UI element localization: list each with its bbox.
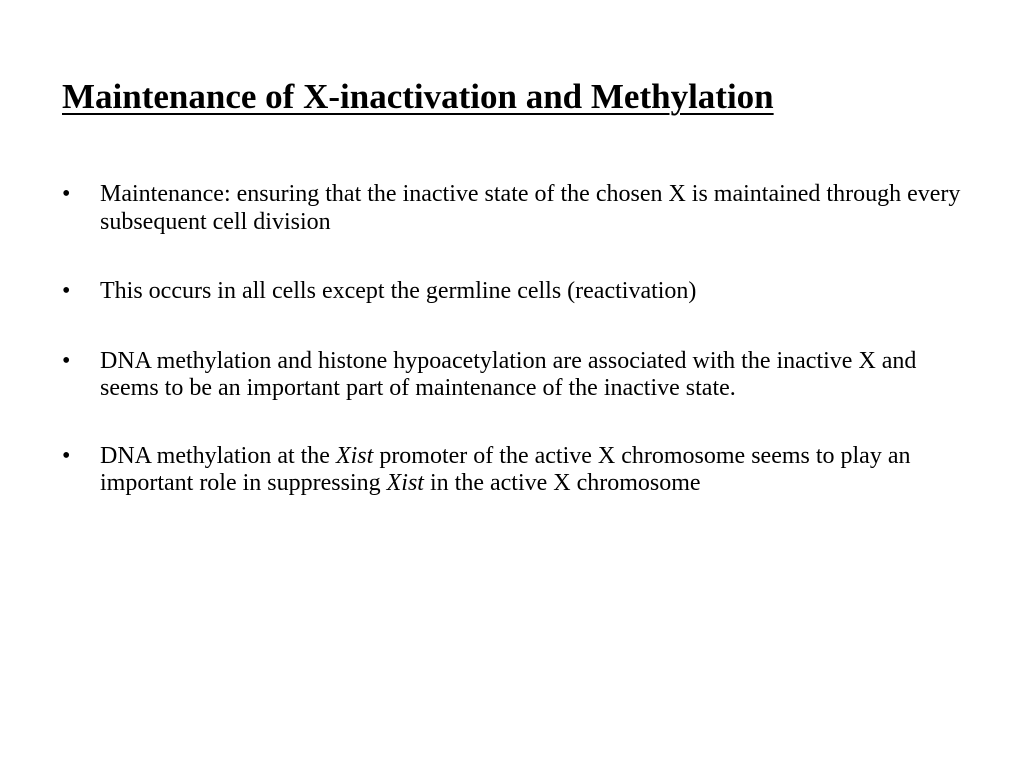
bullet-text-part-2: promoter of the active X chromosome seems to play an important role in suppressing	[100, 442, 911, 496]
bullet-list	[62, 181, 972, 540]
bullet-item-xist-promoter	[62, 443, 972, 498]
bullet-dot-icon: •	[62, 347, 71, 374]
bullet-item-methylation-hypoacetylation	[62, 348, 972, 403]
bullet-item-maintenance	[62, 181, 972, 236]
slide-title: Maintenance of X-inactivation and Methylation	[62, 77, 774, 116]
bullet-text: This occurs in all cells except the germline cells (reactivation)	[100, 278, 697, 304]
bullet-text: Maintenance: ensuring that the inactive state of the chosen X is maintained through every subsequent cell division	[100, 181, 961, 235]
bullet-text: DNA methylation and histone hypoacetylation are associated with the inactive X and seems to be an important part of maintenance of the inactive state.	[100, 347, 917, 401]
bullet-item-reactivation	[62, 278, 972, 306]
bullet-dot-icon: •	[62, 181, 71, 207]
gene-name-xist: Xist	[386, 470, 424, 496]
bullet-text-part-3: in the active X chromosome	[423, 470, 701, 496]
bullet-dot-icon: •	[62, 442, 71, 469]
bullet-dot-icon: •	[62, 278, 71, 304]
bullet-text-part-1: DNA methylation at the	[100, 442, 336, 469]
gene-name-xist: Xist	[335, 442, 374, 469]
